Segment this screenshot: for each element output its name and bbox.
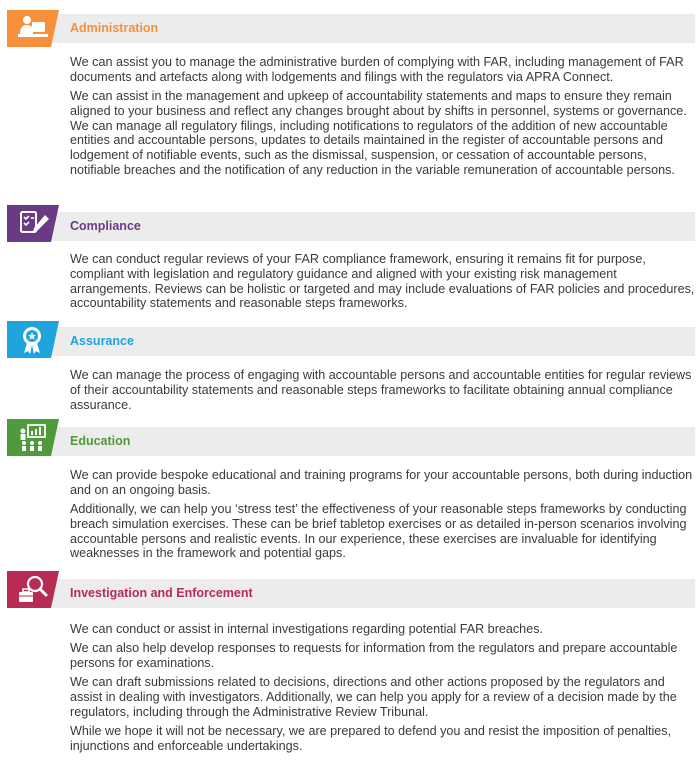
section-body bbox=[70, 368, 695, 417]
paragraph: While we hope it will not be necessary, we are prepared to defend you and resist the imposition of penalties, injunctions and enforceable undertakings. bbox=[70, 724, 672, 754]
person-at-laptop-icon bbox=[7, 10, 59, 47]
checklist-pen-icon bbox=[7, 205, 59, 242]
section-title: Compliance bbox=[70, 219, 141, 233]
paragraph: We can assist in the management and upkeep of accountability statements and maps to ensure they remain aligned to your business and reflect any changes brought about by shifts in personnel, systems or governance. We can manage all regulatory filings, including notifications to regulators of the addition of new accountable entities and accountable persons, updates to details maintained in the register of accountable persons and lodgement of notifiable events, such as the dismissal, suspension, or cessation of accountable persons, notifiable breaches and the notification of any reduction in the variable remuneration of accountable persons. bbox=[70, 89, 687, 178]
presentation-audience-icon bbox=[7, 419, 59, 456]
award-ribbon-icon bbox=[7, 321, 59, 358]
paragraph: We can conduct regular reviews of your FAR compliance framework, ensuring it remains fit for purpose, compliant with legislation and regulatory guidance and aligned with your existing risk management arrangements. Reviews can be holistic or targeted and may include evaluations of FAR policies and procedures, accountability statements and reasonable steps frameworks. bbox=[70, 252, 695, 311]
section-title: Administration bbox=[70, 21, 159, 35]
section-title: Investigation and Enforcement bbox=[70, 586, 253, 600]
section-body bbox=[70, 55, 695, 182]
paragraph: We can manage the process of engaging with accountable persons and accountable entities for regular reviews of their accountability statements and reasonable steps frameworks to facilitate obtaining annual compliance assurance. bbox=[70, 368, 692, 412]
section-body bbox=[70, 622, 695, 758]
paragraph: We can draft submissions related to decisions, directions and other actions proposed by the regulators and assist in dealing with investigators. Additionally, we can help you apply for a review of a decision made by the regulators, including through the Administrative Review Tribunal. bbox=[70, 675, 677, 719]
paragraph: We can conduct or assist in internal investigations regarding potential FAR breaches. bbox=[70, 622, 543, 636]
magnifier-briefcase-icon bbox=[7, 571, 59, 608]
section-title: Education bbox=[70, 434, 131, 448]
paragraph: We can also help develop responses to requests for information from the regulators and prepare accountable persons for examinations. bbox=[70, 641, 678, 671]
paragraph: We can provide bespoke educational and training programs for your accountable persons, both during induction and on an ongoing basis. bbox=[70, 468, 693, 497]
section-title: Assurance bbox=[70, 334, 134, 348]
paragraph: Additionally, we can help you ‘stress test’ the effectiveness of your reasonable steps frameworks by conducting breach simulation exercises. These can be brief tabletop exercises or as detailed in-person scenarios involving accountable persons and realistic events. In our experience, these exercises are invaluable for identifying weaknesses in the framework and potential gaps. bbox=[70, 502, 687, 561]
section-body bbox=[70, 468, 695, 566]
section-body bbox=[70, 252, 695, 316]
paragraph: We can assist you to manage the administrative burden of complying with FAR, including management of FAR documents and artefacts along with lodgements and filings with the regulators via APRA Connect. bbox=[70, 55, 684, 84]
